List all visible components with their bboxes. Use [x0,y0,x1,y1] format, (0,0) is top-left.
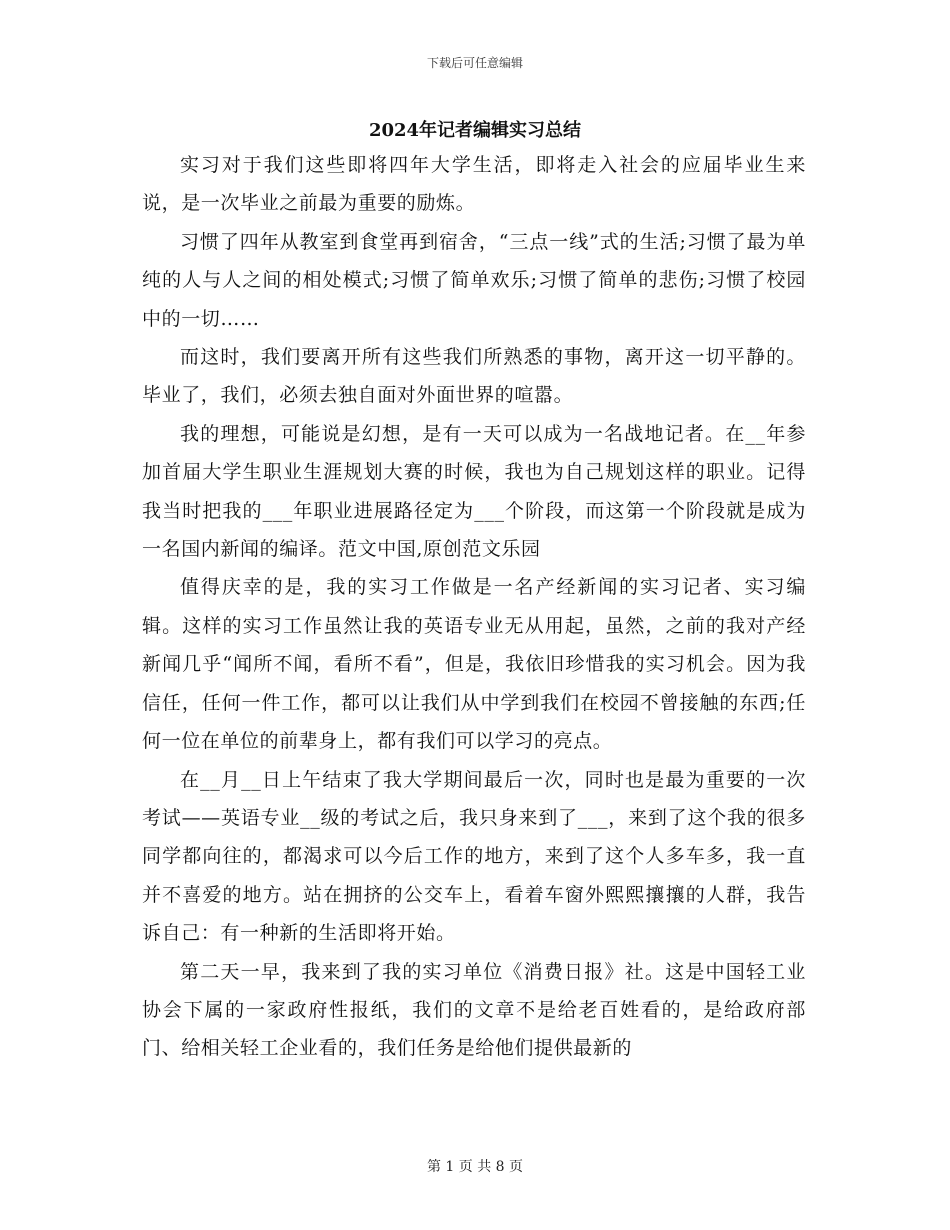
paragraph: 值得庆幸的是，我的实习工作做是一名产经新闻的实习记者、实习编辑。这样的实习工作虽然让我的英语专业无从用起，虽然，之前的我对产经新闻几乎“闻所不闻，看所不看”，但是，我依旧珍惜我的实习机会。因为我信任，任何一件工作，都可以让我们从中学到我们在校园不曾接触的东西;任何一位在单位的前辈身上，都有我们可以学习的亮点。 [142,576,806,753]
page-header-note: 下载后可任意编辑 [426,56,523,70]
document-title: 2024年记者编辑实习总结 [368,120,582,141]
document-body [142,146,806,1068]
page-number: 第 1 页 共 8 页 [426,1159,524,1175]
paragraph: 在__月__日上午结束了我大学期间最后一次，同时也是最为重要的一次考试——英语专业__级的考试之后，我只身来到了___，来到了这个我的很多同学都向往的，都渴求可以今后工作的地方，来到了这个人多车多，我一直并不喜爱的地方。站在拥挤的公交车上，看着车窗外熙熙攘攘的人群，我告诉自己：有一种新的生活即将开始。 [142,768,806,945]
paragraph: 习惯了四年从教室到食堂再到宿舍，“三点一线”式的生活;习惯了最为单纯的人与人之间的相处模式;习惯了简单欢乐;习惯了简单的悲伤;习惯了校园中的一切…… [142,230,806,330]
paragraph: 实习对于我们这些即将四年大学生活，即将走入社会的应届毕业生来说，是一次毕业之前最为重要的励炼。 [142,154,806,215]
paragraph: 第二天一早，我来到了我的实习单位《消费日报》社。这是中国轻工业协会下属的一家政府性报纸，我们的文章不是给老百姓看的，是给政府部门、给相关轻工企业看的，我们任务是给他们提供最新的 [142,960,806,1060]
paragraph: 我的理想，可能说是幻想，是有一天可以成为一名战地记者。在__年参加首届大学生职业生涯规划大赛的时候，我也为自己规划这样的职业。记得我当时把我的___年职业进展路径定为___个阶段，而这第一个阶段就是成为一名国内新闻的编译。范文中国,原创范文乐园 [142,422,806,561]
paragraph: 而这时，我们要离开所有这些我们所熟悉的事物，离开这一切平静的。毕业了，我们，必须去独自面对外面世界的喧嚣。 [142,346,806,407]
